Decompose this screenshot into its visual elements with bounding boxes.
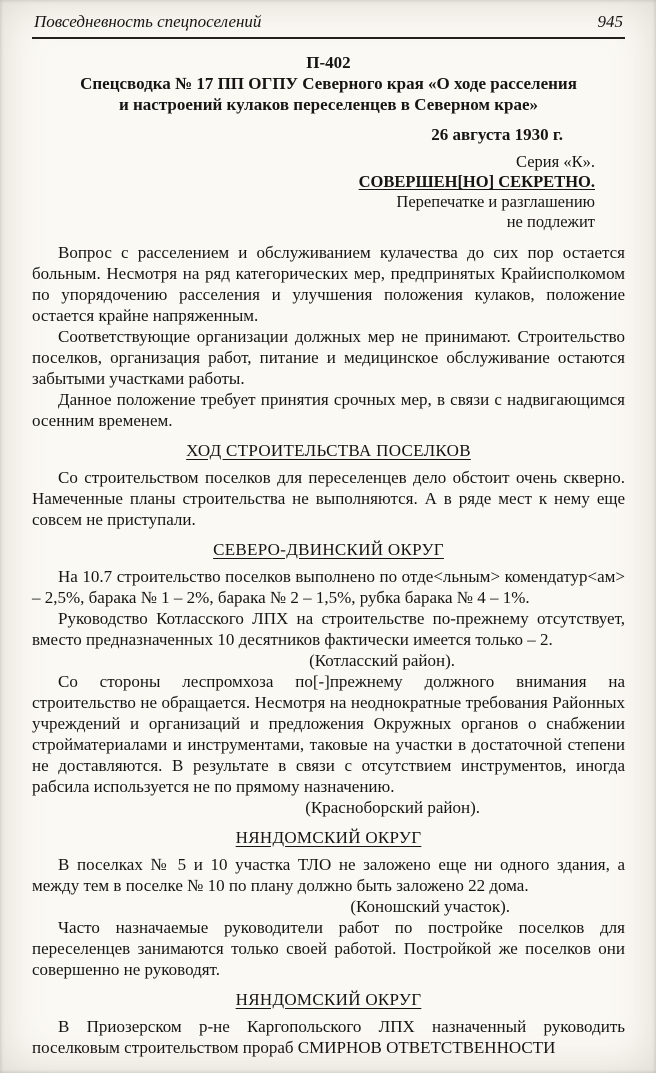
attribution-krasnoborsky-raion: (Красноборский район).: [305, 798, 480, 817]
section-heading-nyandoma-first: НЯНДОМСКИЙ ОКРУГ: [235, 828, 422, 847]
attribution-konoshsky-uchastok: (Коношский участок).: [350, 897, 510, 916]
severodvinsky-paragraph-1: На 10.7 строительство поселков выполнено по отде<льным> комендатур<ам> – 2,5%, барака № 1 – 2%, барака № 2 – 1,5%, рубка барака № 4 – 1%.: [32, 567, 625, 607]
page-number: 945: [597, 12, 623, 31]
intro-paragraph-3: Данное положение требует принятия срочных мер, в связи с надвигающимся осенним временем.: [32, 390, 625, 430]
section-heading-construction: ХОД СТРОИТЕЛЬСТВА ПОСЕЛКОВ: [186, 441, 471, 460]
document-title-line-1: Спецсводка № 17 ПП ОГПУ Северного края «О ходе расселения: [80, 74, 577, 93]
section-heading-nyandoma-second: НЯНДОМСКИЙ ОКРУГ: [235, 990, 422, 1009]
distribution-note-line-2: не подлежит: [506, 212, 595, 231]
intro-paragraph-2: Соответствующие организации должных мер не принимают. Строительство поселков, организация работ, питание и медицинское обслуживание остаются забытыми участками работы.: [32, 327, 625, 388]
document-title: [32, 73, 625, 115]
document-date: 26 августа 1930 г.: [431, 125, 563, 144]
intro-paragraph-1: Вопрос с расселением и обслуживанием кулачества до сих пор остается больным. Несмотря на ряд категорических мер, предпринятых Крайисполкомом по упорядочению расселения и улучшения положения кулаков, положение остается крайне напряженным.: [32, 243, 625, 325]
construction-paragraph-1: Со строительством поселков для переселенцев дело обстоит очень скверно. Намеченные планы строительства не выполняются. А в ряде мест к нему еще совсем не приступали.: [32, 468, 625, 529]
severodvinsky-paragraph-2: Руководство Котласского ЛПХ на строительстве по-прежнему отсутствует, вместо предназначенных 10 десятников фактически имеется только – 2.: [32, 609, 625, 649]
secrecy-stamp: СОВЕРШЕН[НО] СЕКРЕТНО.: [358, 172, 595, 191]
document-title-line-2: и настроений кулаков переселенцев в Северном крае»: [118, 95, 539, 114]
section-heading-severodvinsky: СЕВЕРО-ДВИНСКИЙ ОКРУГ: [213, 540, 444, 559]
running-header-title: Повседневность спецпоселений: [34, 12, 262, 31]
nyandoma-first-paragraph-2: Часто назначаемые руководители работ по постройке поселков для переселенцев занимаются только своей работой. Постройкой же поселков они совершенно не руководят.: [32, 918, 625, 979]
distribution-note-line-1: Перепечатке и разглашению: [396, 192, 595, 211]
classification-block: [32, 152, 625, 232]
nyandoma-first-paragraph-1: В поселках № 5 и 10 участка ТЛО не заложено еще ни одного здания, а между тем в поселке № 10 по плану должно быть заложено 22 дома.: [32, 855, 625, 895]
running-header: [32, 12, 625, 39]
document-code: П-402: [306, 53, 351, 72]
document-body: [32, 242, 625, 1058]
attribution-kotlassky-raion: (Котласский район).: [309, 651, 455, 670]
nyandoma-second-paragraph-1: В Приозерском р-не Каргопольского ЛПХ назначенный руководить поселковым строительством прораб СМИРНОВ ОТВЕТСТВЕННОСТИ: [32, 1017, 625, 1057]
series-label: Серия «К».: [516, 152, 595, 171]
severodvinsky-paragraph-3: Со стороны леспромхоза по[-]прежнему должного внимания на строительство не обращается. Несмотря на неоднократные требования Районных учреждений и организаций и предложения Окружных органов о снабжении стройматериалами и инструментами, таковые на участки в достаточной степени не доставляются. В результате в связи с отсутствием инструментов, иногда рабсила используется не по прямому назначению.: [32, 672, 625, 796]
